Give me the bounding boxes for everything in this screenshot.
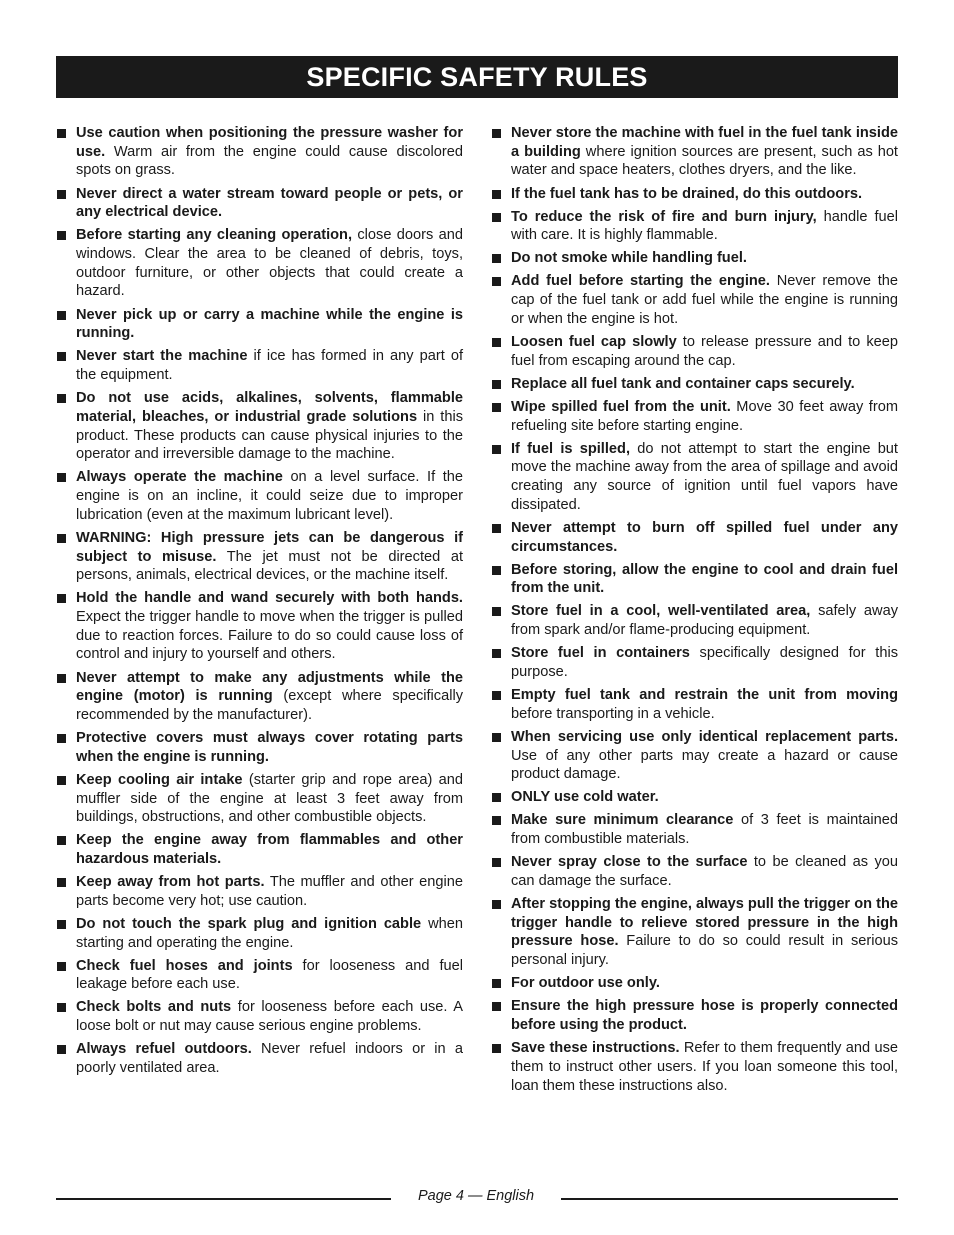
rule-text: Never refuel indoors or in a poorly ventilated area.: [76, 1041, 464, 1076]
square-bullet-icon: [57, 920, 66, 929]
safety-rule-item: [56, 589, 463, 664]
rule-emphasis: Store fuel in a cool, well-ventilated area,: [511, 603, 811, 620]
rule-emphasis: Always refuel outdoors.: [76, 1041, 252, 1058]
rule-text: Refer to them frequently and use them to instruct other users. If you loan someone this tool, loan them these instructions also.: [511, 1040, 898, 1094]
page-title: SPECIFIC SAFETY RULES: [306, 61, 648, 92]
rule-emphasis: Never store the machine with fuel in the fuel tank inside a building: [511, 125, 898, 160]
square-bullet-icon: [492, 566, 501, 575]
safety-rule-item: [491, 1039, 898, 1095]
rule-text: before transporting in a vehicle.: [511, 705, 715, 722]
left-rules-list: [56, 124, 463, 1078]
safety-rule-item: [491, 997, 898, 1034]
square-bullet-icon: [492, 607, 501, 616]
rule-emphasis: Never direct a water stream toward people or pets, or any electrical device.: [76, 185, 463, 221]
square-bullet-icon: [492, 649, 501, 658]
rule-text: to be cleaned as you can damage the surface.: [511, 854, 898, 889]
safety-rule-item: [56, 831, 463, 868]
safety-rule-item: [491, 686, 898, 723]
rule-text: Never remove the cap of the fuel tank or add fuel while the engine is running or when the engine is hot.: [511, 273, 899, 327]
square-bullet-icon: [57, 594, 66, 603]
safety-rule-item: [56, 185, 463, 222]
square-bullet-icon: [57, 534, 66, 543]
safety-rule-item: [491, 788, 898, 807]
rule-text: specifically designed for this purpose.: [511, 645, 898, 680]
square-bullet-icon: [57, 190, 66, 199]
rule-text: Expect the trigger handle to move when the trigger is pulled due to reaction forces. Failure to do so could cause loss of control and injury to yourself and others.: [76, 609, 463, 663]
safety-rule-item: [491, 895, 898, 970]
square-bullet-icon: [492, 858, 501, 867]
square-bullet-icon: [492, 979, 501, 988]
rule-emphasis: Keep the engine away from flammables and other hazardous materials.: [76, 832, 463, 867]
safety-rule-item: [56, 771, 463, 827]
square-bullet-icon: [492, 691, 501, 700]
rule-text: do not attempt to start the engine but move the machine away from the area of spillage and avoid creating any source of ignition until fuel vapors have dissipated.: [511, 440, 898, 513]
square-bullet-icon: [492, 254, 501, 263]
safety-rule-item: [491, 519, 898, 556]
square-bullet-icon: [492, 403, 501, 412]
square-bullet-icon: [492, 733, 501, 742]
rule-emphasis: Protective covers must always cover rotating parts when the engine is running.: [76, 730, 463, 765]
rule-text: (starter grip and rope area) and muffler side of the engine at least 3 feet away from buildings, obstructions, and other combustible objects.: [76, 771, 464, 826]
footer-rule-right: [561, 1198, 898, 1200]
rule-emphasis: Do not use acids, alkalines, solvents, flammable material, bleaches, or industrial grade solutions: [76, 390, 463, 425]
rule-text: for looseness and fuel leakage before each use.: [76, 957, 463, 993]
safety-rule-item: [56, 729, 463, 766]
square-bullet-icon: [492, 380, 501, 389]
safety-rule-item: [56, 915, 463, 952]
rule-emphasis: Before starting any cleaning operation,: [76, 227, 353, 244]
safety-rule-item: [56, 124, 463, 180]
rule-text: if ice has formed in any part of the equipment.: [76, 348, 464, 383]
square-bullet-icon: [57, 1045, 66, 1054]
safety-rule-item: [56, 957, 463, 994]
rule-emphasis: WARNING: High pressure jets can be dangerous if subject to misuse.: [76, 529, 463, 565]
square-bullet-icon: [57, 962, 66, 971]
safety-rule-item: [56, 873, 463, 910]
rule-text: on a level surface. If the engine is on an incline, it could seize due to improper lubrication (even at the maximum lubricant level).: [76, 469, 464, 523]
safety-rule-item: [491, 124, 898, 180]
section-header: [56, 56, 898, 98]
square-bullet-icon: [492, 445, 501, 454]
square-bullet-icon: [492, 816, 501, 825]
square-bullet-icon: [57, 878, 66, 887]
rule-emphasis: Do not smoke while handling fuel.: [511, 250, 747, 267]
square-bullet-icon: [57, 311, 66, 320]
rule-emphasis: Wipe spilled fuel from the unit.: [511, 398, 731, 415]
rule-text: safely away from spark and/or flame-producing equipment.: [511, 603, 898, 639]
rule-emphasis: Add fuel before starting the engine.: [511, 273, 770, 290]
safety-rule-item: [56, 998, 463, 1035]
safety-rule-item: [491, 561, 898, 598]
safety-rule-item: [491, 208, 898, 245]
safety-rule-item: [491, 811, 898, 848]
rule-emphasis: After stopping the engine, always pull the trigger on the trigger handle to relieve stored pressure in the high pressure hose.: [511, 896, 898, 950]
safety-rule-item: [56, 529, 463, 585]
square-bullet-icon: [492, 524, 501, 533]
safety-rule-item: [491, 728, 898, 784]
square-bullet-icon: [492, 129, 501, 138]
rule-emphasis: If the fuel tank has to be drained, do this outdoors.: [511, 185, 863, 202]
square-bullet-icon: [492, 900, 501, 909]
rule-emphasis: Never attempt to make any adjustments while the engine (motor) is running: [76, 669, 463, 705]
rule-text: close doors and windows. Clear the area to be cleaned of debris, toys, outdoor furniture, or other objects that could create a hazard.: [76, 227, 463, 300]
rule-text: of 3 feet is maintained from combustible materials.: [511, 812, 898, 848]
safety-rule-item: [491, 644, 898, 681]
page-footer: [56, 1186, 898, 1206]
rule-emphasis: Loosen fuel cap slowly: [511, 333, 677, 350]
safety-rule-item: [491, 333, 898, 370]
rule-emphasis: For outdoor use only.: [511, 975, 660, 992]
square-bullet-icon: [57, 776, 66, 785]
page-number-label: Page 4 — English: [417, 1188, 535, 1204]
rule-emphasis: Use caution when positioning the pressure washer for use.: [76, 125, 463, 160]
rule-emphasis: ONLY use cold water.: [511, 789, 659, 806]
square-bullet-icon: [492, 1044, 501, 1053]
square-bullet-icon: [492, 793, 501, 802]
rule-text: Failure to do so could result in serious personal injury.: [511, 933, 898, 969]
safety-rule-item: [491, 249, 898, 268]
rule-emphasis: Keep away from hot parts.: [76, 874, 265, 891]
safety-rule-item: [56, 389, 463, 464]
safety-rule-item: [491, 440, 898, 515]
rule-emphasis: If fuel is spilled,: [511, 440, 630, 457]
rule-emphasis: Make sure minimum clearance: [511, 812, 734, 829]
right-rules-list: [491, 124, 898, 1095]
rule-emphasis: Before storing, allow the engine to cool and drain fuel from the unit.: [511, 561, 898, 597]
square-bullet-icon: [57, 836, 66, 845]
rule-text: The jet must not be directed at persons, animals, electrical devices, or the machine itself.: [76, 548, 463, 584]
square-bullet-icon: [57, 1003, 66, 1012]
rule-text: Move 30 feet away from refueling site before starting engine.: [511, 398, 898, 434]
rule-emphasis: Always operate the machine: [76, 469, 283, 486]
rule-emphasis: Ensure the high pressure hose is properly connected before using the product.: [511, 998, 898, 1034]
rule-emphasis: Never attempt to burn off spilled fuel under any circumstances.: [511, 519, 898, 555]
rule-text: to release pressure and to keep fuel from escaping around the cap.: [511, 333, 898, 369]
safety-rule-item: [491, 602, 898, 639]
safety-rule-item: [56, 1040, 463, 1077]
rule-emphasis: Empty fuel tank and restrain the unit from moving: [511, 687, 898, 704]
safety-rule-item: [56, 306, 463, 343]
square-bullet-icon: [57, 352, 66, 361]
square-bullet-icon: [492, 190, 501, 199]
square-bullet-icon: [57, 734, 66, 743]
safety-rule-item: [56, 226, 463, 301]
rule-emphasis: Check bolts and nuts: [76, 999, 232, 1016]
rule-text: (except where specifically recommended by the manufacturer).: [76, 688, 463, 723]
rule-emphasis: Keep cooling air intake: [76, 771, 243, 788]
square-bullet-icon: [57, 674, 66, 683]
rule-emphasis: Check fuel hoses and joints: [76, 957, 293, 974]
rule-emphasis: When servicing use only identical replacement parts.: [511, 728, 898, 745]
safety-rule-item: [491, 375, 898, 394]
rule-text: Warm air from the engine could cause discolored spots on grass.: [76, 143, 463, 179]
safety-rule-item: [56, 669, 463, 725]
rule-text: Use of any other parts may create a hazard or cause product damage.: [511, 747, 898, 783]
square-bullet-icon: [57, 394, 66, 403]
safety-rule-item: [491, 398, 898, 435]
rule-emphasis: Never spray close to the surface: [511, 854, 748, 871]
safety-rule-item: [491, 853, 898, 890]
square-bullet-icon: [57, 129, 66, 138]
rule-emphasis: Do not touch the spark plug and ignition cable: [76, 915, 422, 932]
rule-emphasis: To reduce the risk of fire and burn injury,: [511, 208, 817, 225]
footer-rule-left: [56, 1198, 391, 1200]
rule-emphasis: Replace all fuel tank and container caps securely.: [511, 375, 855, 392]
square-bullet-icon: [57, 231, 66, 240]
rule-emphasis: Save these instructions.: [511, 1040, 680, 1057]
safety-rule-item: [56, 468, 463, 524]
right-column: [491, 124, 898, 1100]
rule-text: in this product. These products can cause physical injuries to the operator and irreversible damage to the machine.: [76, 408, 463, 463]
rule-text: The muffler and other engine parts become very hot; use caution.: [76, 874, 463, 909]
rule-emphasis: Hold the handle and wand securely with both hands.: [76, 590, 463, 607]
left-column: [56, 124, 463, 1082]
square-bullet-icon: [492, 213, 501, 222]
rule-text: when starting and operating the engine.: [76, 915, 463, 951]
rule-text: handle fuel with care. It is highly flammable.: [511, 208, 898, 244]
rule-emphasis: Store fuel in containers: [511, 645, 690, 662]
safety-rule-item: [491, 272, 898, 328]
rule-text: for looseness before each use. A loose bolt or nut may cause serious engine problems.: [76, 999, 463, 1035]
square-bullet-icon: [492, 1002, 501, 1011]
rule-emphasis: Never pick up or carry a machine while the engine is running.: [76, 306, 463, 342]
safety-rule-item: [491, 974, 898, 993]
square-bullet-icon: [492, 277, 501, 286]
safety-rule-item: [56, 347, 463, 384]
square-bullet-icon: [492, 338, 501, 347]
safety-rule-item: [491, 185, 898, 204]
square-bullet-icon: [57, 473, 66, 482]
rule-emphasis: Never start the machine: [76, 348, 248, 365]
rule-text: where ignition sources are present, such as hot water and space heaters, clothes dryers, and the like.: [511, 143, 898, 179]
